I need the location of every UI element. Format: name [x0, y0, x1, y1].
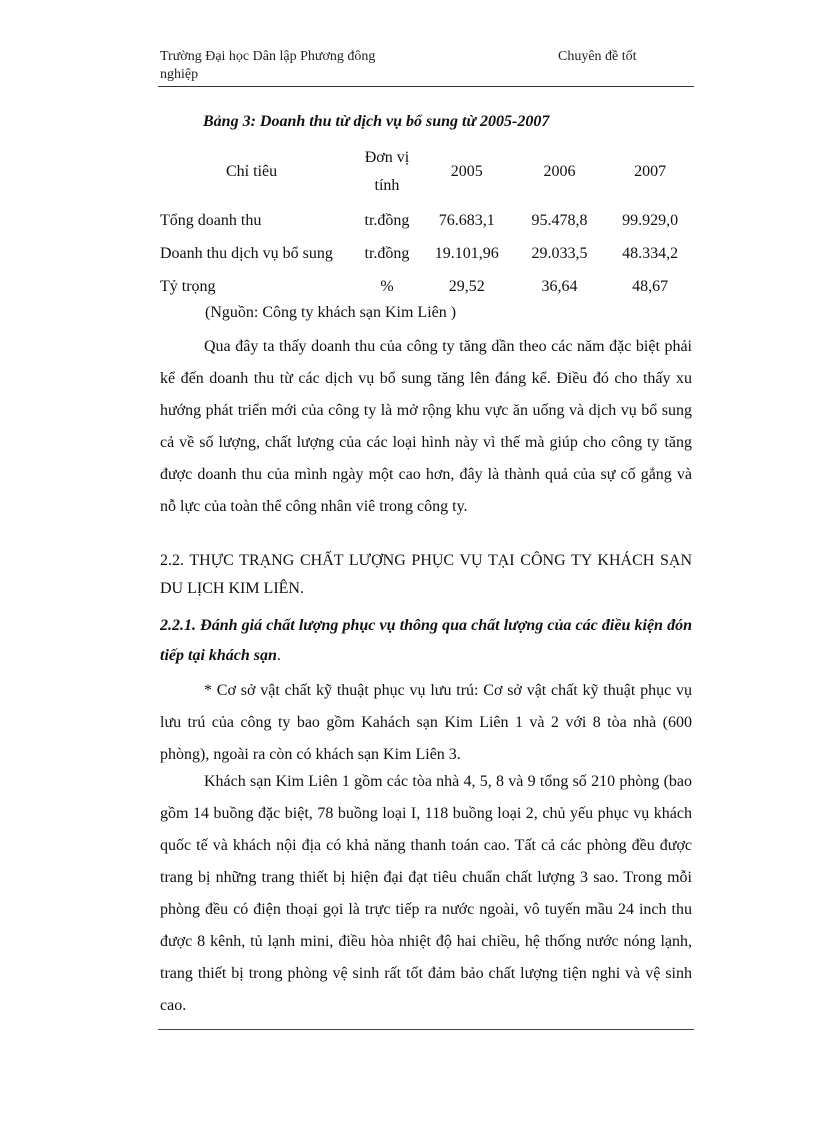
cell-unit: tr.đồng: [364, 211, 410, 229]
header-unit-line2: tính: [374, 177, 400, 194]
table-source: (Nguồn: Công ty khách sạn Kim Liên ): [205, 304, 457, 321]
header-divider: [158, 86, 694, 87]
page-header: [160, 48, 696, 84]
header-2005: 2005: [450, 163, 483, 180]
cell-indicator: Tổng doanh thu: [160, 211, 262, 229]
header-unit: [357, 140, 417, 204]
table-header-row: [158, 140, 698, 204]
cell-2005: 19.101,96: [434, 244, 499, 262]
cell-2005: 76.683,1: [438, 211, 495, 229]
revenue-table: [158, 140, 698, 303]
header-doc-type: Chuyên đề tốt: [558, 49, 637, 64]
cell-unit: tr.đồng: [364, 244, 410, 262]
cell-2007: 48.334,2: [622, 244, 679, 262]
header-indicator: Chỉ tiêu: [226, 163, 278, 180]
paragraph-revenue-analysis: Qua đây ta thấy doanh thu của công ty tăng dần theo các năm đặc biệt phải kể đến doanh thu từ các dịch vụ bổ sung tăng lên đáng kể. Điều đó cho thấy xu hướng phát triển mới của công ty là mở rộng khu vực ăn uống và dịch vụ bổ sung cả về số lượng, chất lượng của các loại hình này vì thế mà giúp cho công ty tăng được doanh thu của mình ngày một cao hơn, đây là thành quả của sự cố gắng và nỗ lực của toàn thể công nhân viê trong công ty.: [160, 338, 692, 515]
subsection-heading-text: 2.2.1. Đánh giá chất lượng phục vụ thông qua chất lượng của các điều kiện đón tiếp tại khách sạn: [160, 617, 692, 664]
subsection-heading: [160, 611, 692, 671]
cell-2006: 29.033,5: [531, 244, 588, 262]
cell-2007: 48,67: [632, 277, 669, 295]
cell-2006: 95.478,8: [531, 211, 588, 229]
table-row: [158, 204, 698, 237]
cell-2007: 99.929,0: [622, 211, 679, 229]
section-heading: 2.2. THỰC TRẠNG CHẤT LƯỢNG PHỤC VỤ TẠI CÔNG TY KHÁCH SẠN DU LỊCH KIM LIÊN.: [160, 552, 692, 597]
cell-unit: %: [380, 277, 394, 295]
header-unit-line1: Đơn vị: [364, 149, 410, 166]
cell-2006: 36,64: [541, 277, 578, 295]
table-row: [158, 237, 698, 270]
paragraph-facilities: * Cơ sở vật chất kỹ thuật phục vụ lưu trú: Cơ sở vật chất kỹ thuật phục vụ lưu trú của công ty bao gồm Kahách sạn Kim Liên 1 và 2 với 8 tòa nhà (600 phòng), ngoài ra còn có khách sạn Kim Liên 3.: [160, 682, 692, 763]
subsection-heading-end: .: [276, 647, 281, 664]
header-2007: 2007: [634, 163, 667, 180]
header-school: Trường Đại học Dân lập Phương đông: [160, 49, 376, 64]
footer-divider: [158, 1029, 694, 1030]
cell-indicator: Doanh thu dịch vụ bổ sung: [160, 244, 333, 262]
header-doc-type-cont: nghiệp: [160, 67, 199, 82]
cell-indicator: Tỷ trọng: [160, 277, 216, 295]
paragraph-kim-lien-1: Khách sạn Kim Liên 1 gồm các tòa nhà 4, 5, 8 và 9 tổng số 210 phòng (bao gồm 14 buồng đặc biệt, 78 buồng loại I, 118 buồng loại 2, chủ yếu phục vụ khách quốc tế và khách nội địa có khả năng thanh toán cao. Tất cả các phòng đều được trang bị những trang thiết bị hiện đại đạt tiêu chuẩn chất lượng 3 sao. Trong mỗi phòng đều có điện thoại gọi là trực tiếp ra nước ngoài, vô tuyến mầu 24 inch thu được 8 kênh, tủ lạnh mini, điều hòa nhiệt độ hai chiều, hệ thống nước nóng lạnh, trang thiết bị trong phòng vệ sinh rất tốt đảm bảo chất lượng tiện nghi và vệ sinh cao.: [160, 773, 692, 1014]
table-title: Bảng 3: Doanh thu từ dịch vụ bổ sung từ 2005-2007: [203, 113, 550, 130]
cell-2005: 29,52: [448, 277, 485, 295]
table-row: [158, 270, 698, 303]
header-2006: 2006: [543, 163, 576, 180]
